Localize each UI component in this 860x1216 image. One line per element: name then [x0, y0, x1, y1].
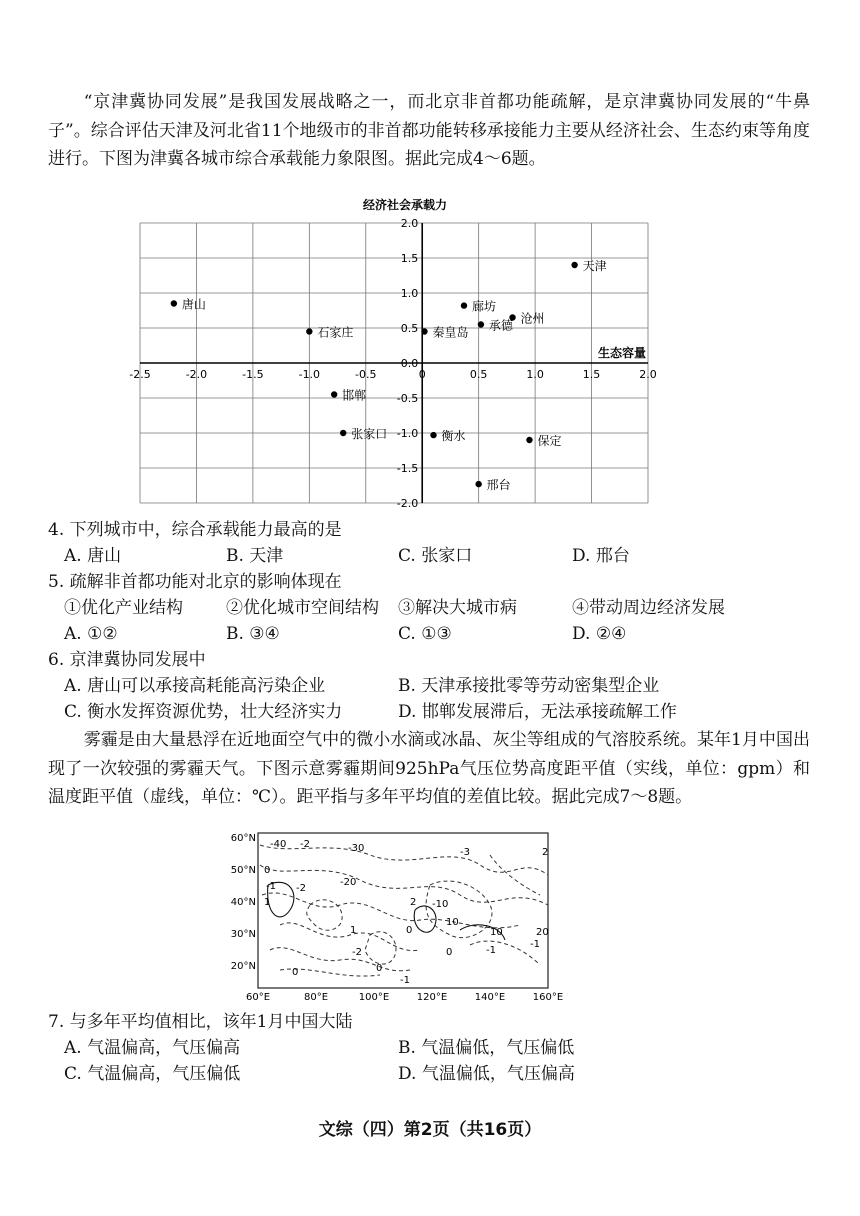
contour-label: -1	[486, 945, 496, 956]
contour-label: -10	[432, 899, 449, 910]
longitude-label: 100°E	[358, 992, 390, 1003]
contour-label: -1	[400, 975, 410, 986]
x-tick-label: 1.5	[582, 368, 601, 381]
data-point	[571, 262, 577, 268]
page-footer: 文综（四）第2页（共16页）	[318, 1120, 542, 1140]
longitude-label: 160°E	[532, 992, 564, 1003]
point-label: 保定	[537, 434, 562, 448]
question-6-stem: 6. 京津冀协同发展中	[48, 650, 206, 670]
x-tick-label: 0.5	[469, 368, 488, 381]
q4-option-c[interactable]: C. 张家口	[398, 546, 473, 566]
data-point	[478, 321, 484, 327]
contour-label: -3	[460, 847, 470, 858]
point-label: 唐山	[181, 297, 206, 312]
contour-label: -20	[340, 877, 357, 888]
x-tick-label: -2.0	[185, 368, 208, 381]
y-tick-label: 1.0	[400, 287, 419, 300]
q6-option-b[interactable]: B. 天津承接批零等劳动密集型企业	[398, 676, 660, 696]
q7-option-b[interactable]: B. 气温偏低，气压偏低	[398, 1038, 575, 1058]
question-5-stem: 5. 疏解非首都功能对北京的影响体现在	[48, 572, 342, 592]
x-tick-label: 2.0	[639, 368, 657, 381]
longitude-labels	[246, 992, 563, 1003]
point-label: 天津	[582, 259, 607, 273]
contour-label: 2	[542, 847, 549, 858]
point-label: 邢台	[486, 478, 511, 493]
longitude-label: 80°E	[303, 992, 329, 1003]
contour-label: 0	[376, 963, 383, 974]
data-point	[430, 432, 436, 438]
y-tick-label: -1.0	[396, 427, 419, 440]
point-label: 张家口	[351, 427, 388, 441]
y-tick-label: -1.5	[396, 462, 419, 475]
y-tick-label: 2.0	[400, 217, 419, 230]
question-7-stem: 7. 与多年平均值相比，该年1月中国大陆	[48, 1012, 353, 1032]
data-point	[421, 328, 427, 334]
q7-option-a[interactable]: A. 气温偏高，气压偏高	[64, 1038, 241, 1058]
point-label: 承德	[488, 318, 513, 333]
data-point	[461, 302, 467, 308]
point-label: 邯郸	[342, 388, 367, 403]
longitude-label: 120°E	[416, 992, 448, 1003]
contour-label: 1	[350, 925, 357, 936]
contour-label: -2	[296, 883, 306, 894]
contour-label: -30	[348, 843, 365, 854]
q4-option-d[interactable]: D. 邢台	[572, 546, 630, 566]
contour-label: -1	[266, 881, 276, 892]
q4-option-b[interactable]: B. 天津	[226, 546, 284, 566]
longitude-label: 140°E	[474, 992, 506, 1003]
y-axis-label: 经济社会承载力	[362, 198, 448, 212]
contour-label: -40	[270, 839, 287, 850]
point-label: 秦皇岛	[432, 325, 469, 340]
question-4-stem: 4. 下列城市中，综合承载能力最高的是	[48, 520, 342, 540]
latitude-label: 60°N	[230, 833, 256, 844]
x-tick-label: 0	[418, 368, 426, 381]
point-label: 衡水	[441, 429, 466, 444]
data-point	[475, 481, 481, 487]
latitude-label: 20°N	[230, 961, 256, 972]
point-label: 沧州	[520, 311, 545, 326]
x-tick-label: -1.5	[242, 368, 264, 381]
q5-statement-3: ③解决大城市病	[398, 598, 517, 618]
latitude-labels	[231, 833, 256, 972]
contour-label: 2	[410, 897, 417, 908]
contour-map	[220, 825, 564, 1003]
contour-label: 0	[292, 967, 299, 978]
y-tick-label: 0.0	[400, 357, 419, 370]
contour-label: 1	[264, 897, 271, 908]
point-label: 石家庄	[317, 325, 354, 340]
x-axis-label: 生态容量	[597, 346, 646, 360]
q7-option-d[interactable]: D. 气温偏低，气压偏高	[398, 1064, 575, 1084]
x-tick-label: -1.0	[298, 368, 321, 381]
q6-option-c[interactable]: C. 衡水发挥资源优势，壮大经济实力	[64, 702, 343, 722]
contour-label: 0	[446, 947, 453, 958]
q5-option-a[interactable]: A. ①②	[64, 624, 118, 644]
latitude-label: 50°N	[230, 865, 256, 876]
x-tick-label: -2.5	[129, 368, 151, 381]
data-point	[171, 300, 177, 306]
contour-label: -2	[300, 839, 310, 850]
q7-option-c[interactable]: C. 气温偏高，气压偏低	[64, 1064, 241, 1084]
q5-option-c[interactable]: C. ①③	[398, 624, 452, 644]
x-tick-label: -0.5	[355, 368, 377, 381]
latitude-label: 40°N	[230, 897, 256, 908]
intro-paragraph-1: “京津冀协同发展”是我国发展战略之一，而北京非首都功能疏解，是京津冀协同发展的“牛鼻子”。综合评估天津及河北省11个地级市的非首都功能转移承接能力主要从经济社会、生态约束等角度进行。下图为津冀各城市综合承载能力象限图。据此完成4～6题。	[48, 92, 810, 169]
contour-label: -1	[530, 939, 540, 950]
intro-paragraph-2: 雾霾是由大量悬浮在近地面空气中的微小水滴或冰晶、灰尘等组成的气溶胶系统。某年1月中国出现了一次较强的雾霾天气。下图示意雾霾期间925hPa气压位势高度距平值（实线，单位：gpm）和温度距平值（虚线，单位：℃）。距平指与多年平均值的差值比较。据此完成7～8题。	[48, 730, 810, 807]
y-tick-label: -0.5	[396, 392, 419, 405]
q6-option-d[interactable]: D. 邯郸发展滞后，无法承接疏解工作	[398, 702, 677, 722]
y-tick-label: -2.0	[396, 497, 419, 510]
contour-label: 10	[490, 927, 503, 938]
q6-option-a[interactable]: A. 唐山可以承接高耗能高污染企业	[64, 676, 326, 696]
data-point	[340, 430, 346, 436]
q5-option-b[interactable]: B. ③④	[226, 624, 280, 644]
latitude-label: 30°N	[230, 929, 256, 940]
data-point	[306, 328, 312, 334]
data-point	[331, 391, 337, 397]
q5-statement-1: ①优化产业结构	[64, 598, 183, 618]
x-tick-label: 1.0	[526, 368, 544, 381]
contour-label: -2	[352, 947, 362, 958]
q5-option-d[interactable]: D. ②④	[572, 624, 627, 644]
y-tick-label: 1.5	[400, 252, 419, 265]
contour-label: 10	[446, 917, 459, 928]
q5-statement-4: ④带动周边经济发展	[572, 598, 725, 618]
data-point	[526, 437, 532, 443]
longitude-label: 60°E	[245, 992, 271, 1003]
q4-option-a[interactable]: A. 唐山	[64, 546, 122, 566]
point-label: 廊坊	[471, 299, 497, 314]
q5-statement-2: ②优化城市空间结构	[226, 598, 379, 618]
contour-label: 0	[264, 865, 271, 876]
contour-label: 20	[536, 927, 549, 938]
contour-label: 0	[406, 925, 413, 936]
quadrant-chart	[120, 195, 680, 515]
y-tick-label: 0.5	[400, 322, 419, 335]
